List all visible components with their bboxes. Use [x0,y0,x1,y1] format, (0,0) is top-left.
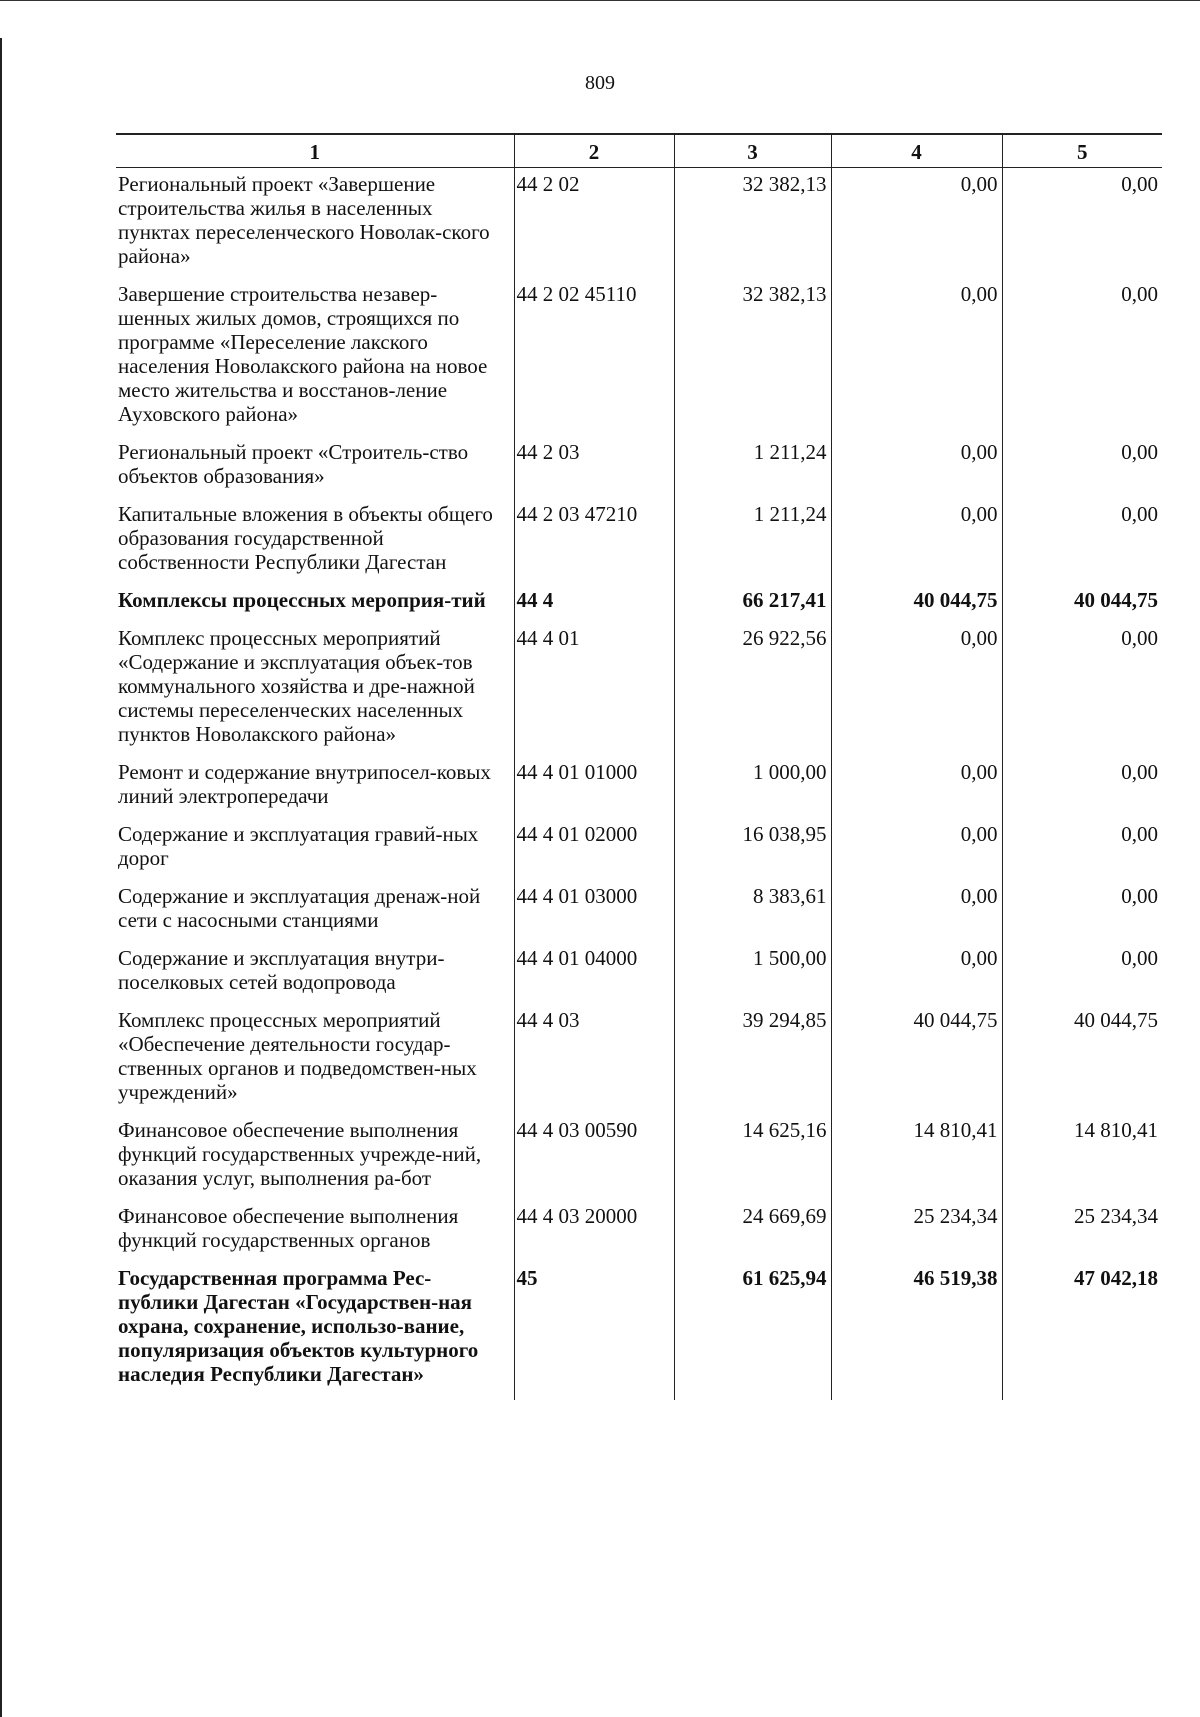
column-header-4: 4 [831,134,1002,168]
row-value-3: 66 217,41 [674,584,831,622]
row-value-5: 0,00 [1002,622,1162,756]
page-number: 809 [585,72,615,94]
column-header-3: 3 [674,134,831,168]
row-code: 45 [514,1262,674,1400]
row-value-3: 1 500,00 [674,942,831,1004]
row-value-3: 1 000,00 [674,756,831,818]
row-name: Комплекс процессных мероприятий «Обеспечение деятельности государ-ственных органов и подведомствен-ных учреждений» [118,1008,477,1104]
row-value-3: 32 382,13 [674,278,831,436]
row-value-3: 14 625,16 [674,1114,831,1200]
row-value-5: 0,00 [1002,880,1162,942]
row-value-5: 0,00 [1002,498,1162,584]
row-value-5: 40 044,75 [1002,1004,1162,1114]
table-row [116,278,1162,436]
table-row [116,498,1162,584]
table-header-row [116,134,1162,168]
row-code: 44 2 03 47210 [514,498,674,584]
table-row [116,436,1162,498]
row-value-4: 0,00 [831,622,1002,756]
row-value-4: 14 810,41 [831,1114,1002,1200]
row-value-3: 1 211,24 [674,498,831,584]
table-row [116,622,1162,756]
row-name: Капитальные вложения в объекты общего образования государственной собственности Республики Дагестан [118,502,493,574]
table-row [116,818,1162,880]
row-code: 44 4 01 01000 [514,756,674,818]
table-row [116,1004,1162,1114]
column-header-1: 1 [116,134,514,168]
row-code: 44 4 01 02000 [514,818,674,880]
row-value-3: 39 294,85 [674,1004,831,1114]
row-code: 44 4 01 03000 [514,880,674,942]
row-value-5: 25 234,34 [1002,1200,1162,1262]
column-header-2: 2 [514,134,674,168]
row-value-4: 46 519,38 [831,1262,1002,1400]
row-value-5: 0,00 [1002,436,1162,498]
row-value-4: 0,00 [831,436,1002,498]
row-name: Комплекс процессных мероприятий «Содержание и эксплуатация объек-тов коммунального хозяйства и дре-нажной системы переселенческих населенных пунктов Новолакского района» [118,626,475,746]
table-row [116,584,1162,622]
table-row [116,168,1162,279]
row-value-5: 14 810,41 [1002,1114,1162,1200]
row-name: Финансовое обеспечение выполнения функций государственных органов [118,1204,459,1252]
row-value-4: 40 044,75 [831,1004,1002,1114]
row-value-3: 26 922,56 [674,622,831,756]
row-value-4: 0,00 [831,278,1002,436]
row-name: Региональный проект «Строитель-ство объектов образования» [118,440,469,488]
table-row [116,880,1162,942]
row-value-3: 24 669,69 [674,1200,831,1262]
row-name: Содержание и эксплуатация дренаж-ной сети с насосными станциями [118,884,481,932]
top-border-line [0,0,1200,1]
column-header-5: 5 [1002,134,1162,168]
table-row [116,942,1162,1004]
row-value-5: 0,00 [1002,278,1162,436]
row-value-5: 0,00 [1002,756,1162,818]
row-name: Комплексы процессных мероприя-тий [118,588,486,612]
row-code: 44 4 [514,584,674,622]
row-code: 44 4 03 20000 [514,1200,674,1262]
row-code: 44 4 01 04000 [514,942,674,1004]
row-value-3: 1 211,24 [674,436,831,498]
row-value-5: 0,00 [1002,168,1162,279]
row-name: Содержание и эксплуатация гравий-ных дорог [118,822,479,870]
row-name: Государственная программа Рес-публики Дагестан «Государствен-ная охрана, сохранение, использо-вание, популяризация объектов культурного наследия Республики Дагестан» [118,1266,479,1386]
row-value-5: 0,00 [1002,942,1162,1004]
row-name: Ремонт и содержание внутрипосел-ковых линий электропередачи [118,760,491,808]
row-name: Финансовое обеспечение выполнения функций государственных учрежде-ний, оказания услуг, выполнения ра-бот [118,1118,482,1190]
row-value-3: 8 383,61 [674,880,831,942]
row-value-4: 0,00 [831,498,1002,584]
left-border-line [0,38,2,1717]
row-value-4: 0,00 [831,168,1002,279]
row-value-5: 40 044,75 [1002,584,1162,622]
row-value-4: 0,00 [831,942,1002,1004]
row-code: 44 4 01 [514,622,674,756]
row-value-5: 47 042,18 [1002,1262,1162,1400]
row-value-4: 0,00 [831,880,1002,942]
row-value-4: 0,00 [831,818,1002,880]
row-name: Завершение строительства незавер-шенных жилых домов, строящихся по программе «Переселение лакского населения Новолакского района на новое место жительства и восстанов-ление Ауховского района» [118,282,488,426]
table-row [116,756,1162,818]
row-name: Содержание и эксплуатация внутри-поселковых сетей водопровода [118,946,445,994]
table-row [116,1114,1162,1200]
row-value-3: 61 625,94 [674,1262,831,1400]
row-code: 44 2 02 45110 [514,278,674,436]
row-name: Региональный проект «Завершение строительства жилья в населенных пунктах переселенческого Новолак-ского района» [118,172,490,268]
row-code: 44 4 03 [514,1004,674,1114]
row-code: 44 4 03 00590 [514,1114,674,1200]
row-value-4: 0,00 [831,756,1002,818]
row-code: 44 2 03 [514,436,674,498]
table-row [116,1262,1162,1400]
row-value-4: 25 234,34 [831,1200,1002,1262]
row-value-4: 40 044,75 [831,584,1002,622]
row-value-3: 32 382,13 [674,168,831,279]
row-value-5: 0,00 [1002,818,1162,880]
table-row [116,1200,1162,1262]
row-code: 44 2 02 [514,168,674,279]
budget-table [116,133,1162,1400]
row-value-3: 16 038,95 [674,818,831,880]
